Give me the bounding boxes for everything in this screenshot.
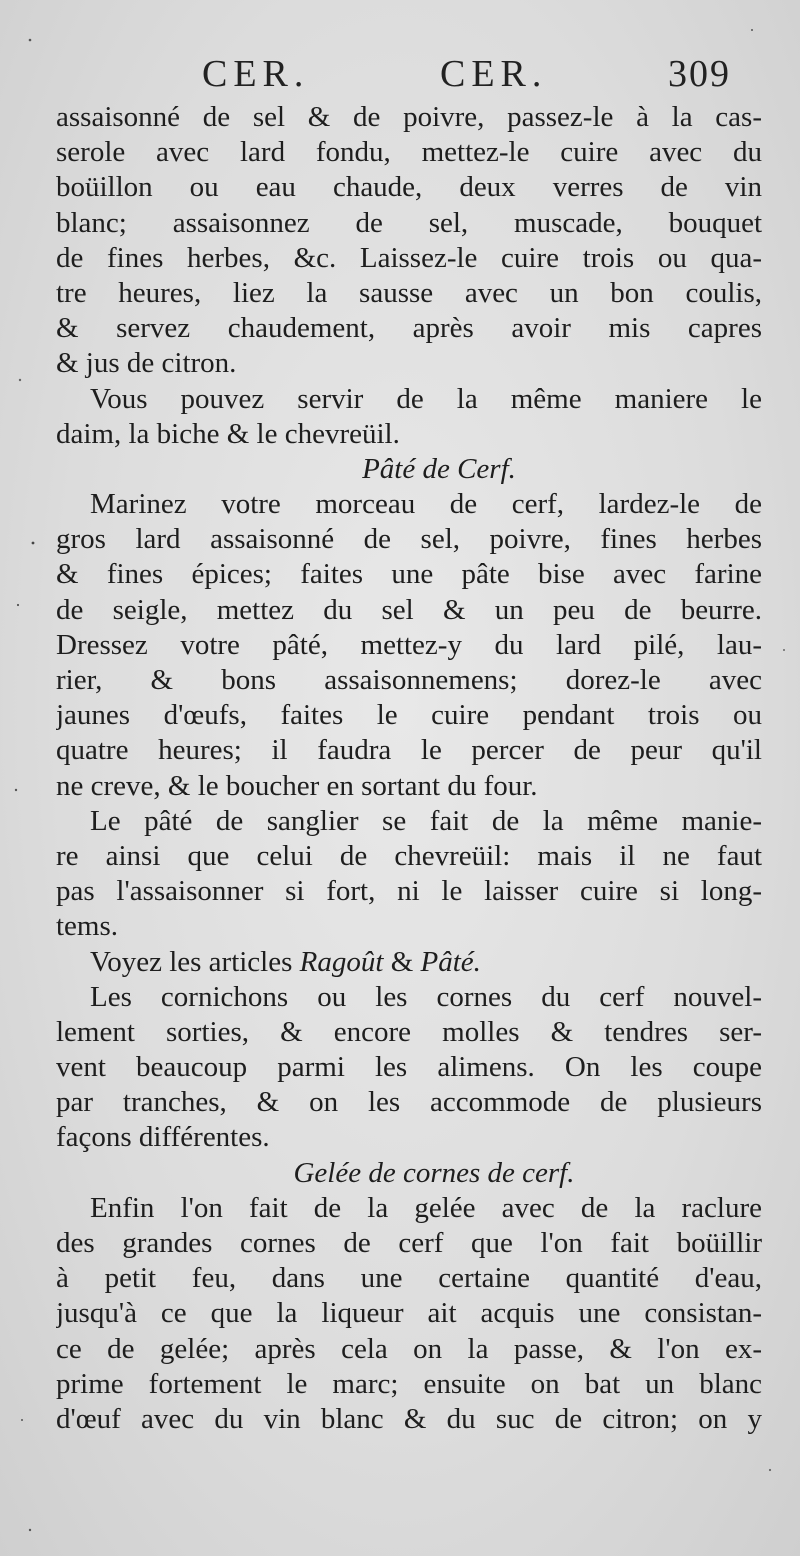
text-line: des grandes cornes de cerf que l'on fait boüillir — [56, 1227, 762, 1259]
text-line — [56, 945, 762, 980]
text-line: Enfin l'on fait de la gelée avec de la raclure — [90, 1191, 762, 1224]
text-line: assaisonné de sel & de poivre, passez-le à la cas- — [56, 101, 762, 133]
text-line: prime fortement le marc; ensuite on bat un blanc — [56, 1367, 762, 1400]
body-text — [56, 100, 762, 1437]
text-line: blanc; assaisonnez de sel, muscade, bouquet — [56, 206, 762, 239]
see-also-and: & — [383, 945, 421, 978]
text-line: Le pâté de sanglier se fait de la même manie- — [90, 804, 762, 837]
text-line: & servez chaudement, après avoir mis capres — [56, 312, 762, 345]
see-also-pate: Pâté. — [420, 945, 481, 978]
text-line: daim, la biche & le chevreüil. — [56, 417, 400, 450]
header-left-title: CER. — [202, 53, 310, 95]
text-line: Marinez votre morceau de cerf, lardez-le de — [90, 488, 762, 521]
text-line: rier, & bons assaisonnemens; dorez-le avec — [56, 664, 762, 696]
text-line: vent beaucoup parmi les alimens. On les coupe — [56, 1051, 762, 1084]
section-heading-pate-de-cerf: Pâté de Cerf. — [362, 452, 516, 485]
text-line: tems. — [56, 910, 119, 943]
text-line: ne creve, & le boucher en sortant du four. — [56, 769, 538, 802]
text-line: de seigle, mettez du sel & un peu de beurre. — [56, 593, 762, 626]
text-line: ce de gelée; après cela on la passe, & l'on ex- — [56, 1332, 762, 1365]
text-line: jusqu'à ce que la liqueur ait acquis une consistan- — [56, 1297, 762, 1330]
see-also-prefix: Voyez les articles — [90, 945, 300, 978]
see-also-ragout: Ragoût — [299, 945, 384, 978]
text-line: pas l'assaisonner si fort, ni le laisser cuire si long- — [56, 875, 762, 908]
header-center-title: CER. — [440, 53, 548, 95]
text-line: & fines épices; faites une pâte bise avec farine — [56, 558, 762, 591]
text-line: serole avec lard fondu, mettez-le cuire avec du — [56, 136, 762, 169]
page-number: 309 — [668, 53, 731, 95]
section-heading-gelee-de-cornes: Gelée de cornes de cerf. — [293, 1156, 575, 1189]
text-line: boüillon ou eau chaude, deux verres de vin — [56, 171, 762, 204]
text-line: quatre heures; il faudra le percer de peur qu'il — [56, 734, 762, 767]
text-line: re ainsi que celui de chevreüil: mais il ne faut — [56, 839, 762, 872]
text-line: à petit feu, dans une certaine quantité d'eau, — [56, 1262, 762, 1295]
text-line: par tranches, & on les accommode de plusieurs — [56, 1086, 762, 1119]
text-line: gros lard assaisonné de sel, poivre, fines herbes — [56, 523, 762, 556]
text-line: Vous pouvez servir de la même maniere le — [90, 382, 762, 415]
text-line: jaunes d'œufs, faites le cuire pendant trois ou — [56, 699, 762, 732]
text-line: de fines herbes, &c. Laissez-le cuire trois ou qua- — [56, 241, 762, 274]
text-line: d'œuf avec du vin blanc & du suc de citron; on y — [56, 1402, 762, 1435]
running-header — [0, 52, 800, 102]
text-line: Dressez votre pâté, mettez-y du lard pilé, lau- — [56, 628, 762, 661]
text-line: façons différentes. — [56, 1121, 270, 1154]
text-line: lement sorties, & encore molles & tendres ser- — [56, 1015, 762, 1048]
text-line: & jus de citron. — [56, 347, 237, 380]
text-line: tre heures, liez la sausse avec un bon coulis, — [56, 276, 762, 309]
text-line: Les cornichons ou les cornes du cerf nouvel- — [90, 980, 762, 1013]
